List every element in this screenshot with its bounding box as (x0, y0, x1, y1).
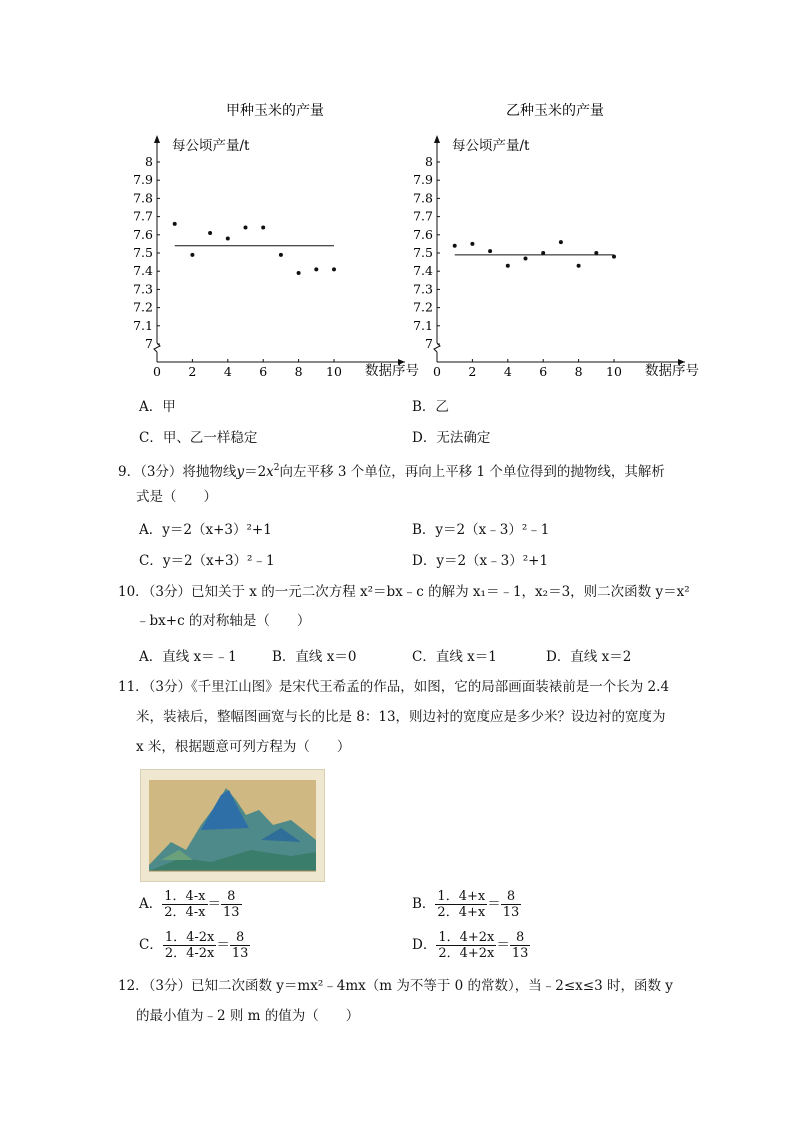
q11-a-numerator: 1．4-x (164, 889, 206, 904)
x-tick-label: 6 (539, 364, 548, 379)
y-tick-label: 7.6 (413, 226, 433, 242)
x-tick-label: 10 (606, 364, 622, 379)
chart-title: 甲种玉米的产量 (226, 103, 324, 119)
q12-stem-line1: 12．（3分）已知二次函数 y＝mx²﹣4mx（m 为不等于 0 的常数），当﹣2≤x≤3 时，函数 y (118, 978, 673, 994)
data-point (244, 226, 248, 230)
y-axis-arrow (434, 135, 440, 143)
y-tick-label: 7.7 (133, 208, 153, 224)
q10-option-a: A．直线 x＝﹣1 (139, 649, 237, 665)
y-tick-label: 7.9 (413, 172, 433, 188)
q11-option-a-label: A． (139, 896, 163, 912)
x-tick-label: 2 (468, 364, 477, 379)
y-tick-label: 7 (145, 336, 153, 351)
q8-option-c: C．甲、乙一样稳定 (139, 430, 258, 446)
q11-option-d-label: D． (412, 937, 437, 953)
data-point (559, 240, 563, 244)
data-point (470, 242, 474, 246)
q11-b-rhs-numerator: 8 (501, 889, 522, 905)
q11-stem-line3: x 米，根据题意可列方程为（ ） (136, 739, 351, 755)
q11-d-equals: ＝ (496, 937, 510, 953)
data-point (173, 222, 177, 226)
data-point (190, 253, 194, 257)
y-tick-label: 7.2 (133, 299, 153, 315)
q11-b-rhs-denominator: 13 (502, 905, 520, 920)
data-point (594, 251, 598, 255)
q10-stem-line2: ﹣bx+c 的对称轴是（ ） (136, 613, 311, 629)
q12-stem-line2: 的最小值为﹣2 则 m 的值为（ ） (136, 1008, 360, 1024)
q11-stem-line1: 11．（3分）《千里江山图》是宋代王希孟的作品，如图，它的局部画面装裱前是一个长为 2.4 (118, 679, 670, 695)
x-tick-label: 6 (259, 364, 268, 379)
q11-b-numerator: 1．4+x (437, 889, 486, 904)
q10-option-b: B．直线 x＝0 (272, 649, 357, 665)
x-tick-label: 4 (223, 364, 232, 379)
q8-option-a: A．甲 (139, 399, 176, 415)
x-axis-label: 数据序号 (365, 363, 419, 379)
y-tick-label: 7.4 (413, 263, 433, 279)
q11-a-denominator: 2．4-x (164, 905, 206, 920)
data-point (332, 267, 336, 271)
q11-d-rhs-numerator: 8 (510, 930, 531, 946)
q11-b-denominator: 2．4+x (437, 905, 486, 920)
q11-c-numerator: 1．4-2x (164, 930, 215, 945)
q11-c-rhs-numerator: 8 (230, 930, 251, 946)
q11-option-c (139, 930, 250, 961)
q9-option-c: C．y＝2（x+3）²﹣1 (139, 553, 275, 569)
q11-b-equals: ＝ (487, 896, 501, 912)
data-point (261, 226, 265, 230)
q11-a-rhs-numerator: 8 (221, 889, 242, 905)
y-tick-label: 7.3 (133, 281, 153, 297)
q11-c-equals: ＝ (216, 937, 230, 953)
data-point (279, 253, 283, 257)
y-tick-label: 7 (425, 336, 433, 351)
q11-option-b (412, 889, 521, 920)
q11-option-b-label: B． (412, 896, 436, 912)
y-tick-label: 7.7 (413, 208, 433, 224)
data-point (524, 256, 528, 260)
q8-option-d: D．无法确定 (412, 430, 491, 446)
x-tick-label: 0 (153, 364, 161, 379)
chart-title: 乙种玉米的产量 (506, 103, 604, 119)
data-point (453, 244, 457, 248)
data-point (506, 264, 510, 268)
data-point (208, 231, 212, 235)
chart-jia (133, 102, 419, 379)
q9-stem-line1: 9．（3分）将抛物线$y=2x^2$向左平移 3 个单位，再向上平移 1 个单位得到的抛物线，其解析 (118, 463, 665, 480)
data-point (612, 255, 616, 259)
q9-option-b: B．y＝2（x﹣3）²﹣1 (412, 522, 550, 538)
q9-option-d: D．y＝2（x﹣3）²+1 (412, 553, 549, 569)
q11-d-rhs-denominator: 13 (511, 946, 529, 961)
data-point (488, 249, 492, 253)
y-tick-label: 7.5 (413, 245, 433, 260)
x-axis-label: 数据序号 (645, 363, 699, 379)
q9-option-a: A．y＝2（x+3）²+1 (139, 522, 272, 538)
q9-stem-a: 9．（3分）将抛物线 (118, 464, 237, 480)
y-tick-label: 7.4 (133, 263, 153, 279)
q9-stem-line2: 式是（ ） (136, 489, 217, 505)
painting-artwork (141, 770, 324, 881)
data-point (577, 264, 581, 268)
y-tick-label: 8 (425, 154, 433, 169)
data-point (314, 267, 318, 271)
q11-d-denominator: 2．4+2x (438, 946, 495, 961)
y-tick-label: 7.9 (133, 172, 153, 188)
y-tick-label: 7.1 (133, 317, 153, 333)
x-tick-label: 2 (188, 364, 197, 379)
y-tick-label: 7.3 (413, 281, 433, 297)
data-point (297, 271, 301, 275)
q11-option-d (412, 930, 530, 961)
y-tick-label: 7.1 (413, 317, 433, 333)
y-axis-label: 每公顷产量/t (172, 138, 250, 154)
q8-option-b: B．乙 (412, 399, 449, 415)
q9-stem-b: 向左平移 3 个单位，再向上平移 1 个单位得到的抛物线，其解析 (279, 464, 665, 480)
data-point (226, 236, 230, 240)
y-tick-label: 7.5 (133, 245, 153, 260)
q11-c-denominator: 2．4-2x (164, 946, 215, 961)
q10-stem-line1: 10．（3分）已知关于 x 的一元二次方程 x²＝bx﹣c 的解为 x₁＝﹣1，x₂＝3，则二次函数 y＝x² (118, 584, 690, 600)
y-tick-label: 7.6 (133, 226, 153, 242)
landscape-painting-image (140, 769, 325, 882)
q10-option-d: D．直线 x＝2 (546, 649, 632, 665)
y-axis-label: 每公顷产量/t (452, 138, 530, 154)
y-tick-label: 7.8 (133, 190, 153, 206)
y-tick-label: 8 (145, 154, 153, 169)
q10-option-c: C．直线 x＝1 (412, 649, 497, 665)
x-tick-label: 0 (433, 364, 441, 379)
y-tick-label: 7.2 (413, 299, 433, 315)
y-tick-label: 7.8 (413, 190, 433, 206)
q11-option-c-label: C． (139, 937, 163, 953)
q11-d-numerator: 1．4+2x (438, 930, 495, 945)
q11-stem-line2: 米，装裱后，整幅图画宽与长的比是 8：13，则边衬的宽度应是多少米？设边衬的宽度为 (136, 709, 666, 725)
x-tick-label: 4 (503, 364, 512, 379)
charts-area (0, 0, 794, 390)
x-tick-label: 8 (574, 364, 583, 379)
data-point (541, 251, 545, 255)
q11-c-rhs-denominator: 13 (231, 946, 249, 961)
q11-a-equals: ＝ (207, 896, 222, 912)
q11-a-rhs-denominator: 13 (223, 905, 240, 920)
x-tick-label: 10 (326, 364, 342, 379)
x-tick-label: 8 (294, 364, 303, 379)
q11-option-a (139, 889, 242, 920)
y-axis-arrow (154, 135, 160, 143)
chart-yi (413, 102, 699, 379)
